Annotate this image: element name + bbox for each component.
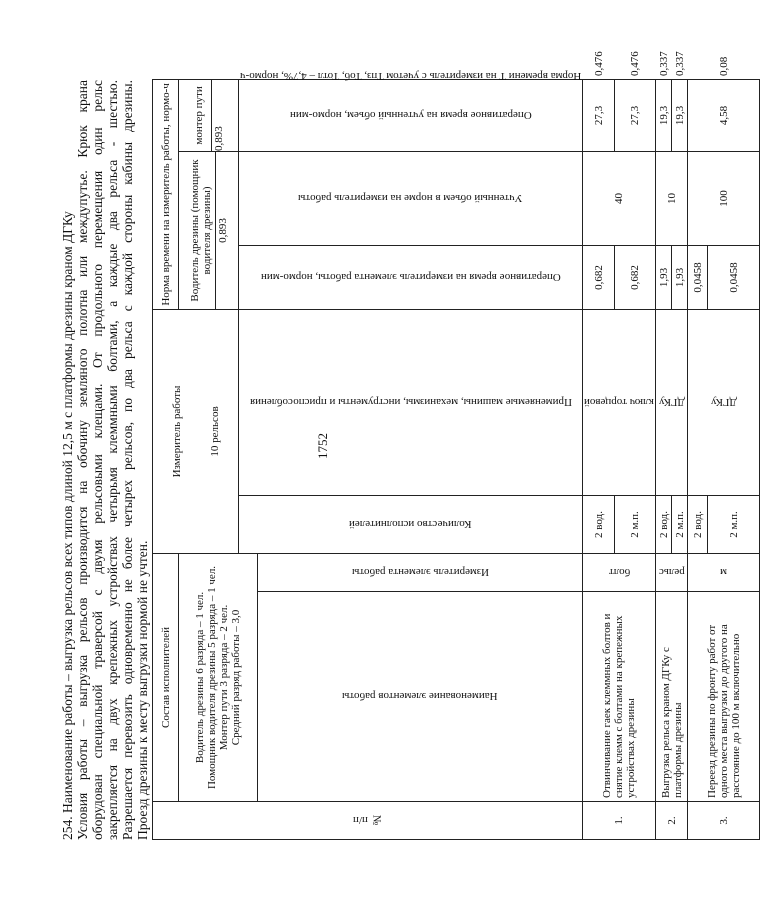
row-2-performers-track: 2 м.п. — [672, 495, 688, 553]
row-1-meter: болт — [583, 553, 656, 591]
conditions-line-1: Условия работы – выгрузка рельсов производится на обочину земляного полотна или междупутье. Крюк крана — [75, 80, 90, 840]
conditions-line-2: оборудован специальной траверсой с двумя рельсовыми клещами. От продольного перемещения один рельс — [90, 80, 105, 840]
row-3-performers-driver: 2 вод. — [688, 495, 708, 553]
row-2-performers-driver: 2 вод. — [656, 495, 672, 553]
row-3-machines: ДГКу — [688, 309, 760, 495]
conditions-line-4: Разрешается перевозить одновременно не более четырех рельсов, по два рельса с каждой стороны кабины дрезины. — [120, 80, 135, 840]
row-3-op-time-track: 0,0458 — [708, 245, 760, 309]
row-3-performers-track: 2 м.п. — [708, 495, 760, 553]
conditions-line-5: Проезд дрезины к месту выгрузки нормой не учтен. — [135, 540, 150, 840]
row-2-number: 2. — [656, 802, 688, 840]
row-2-machines: ДГКу — [656, 309, 688, 495]
row-2-meter: рельс — [656, 553, 688, 591]
page-number: 1752 — [315, 433, 330, 459]
driver-norm-value: 0,893 — [215, 152, 229, 309]
header-performers-count: Количество исполнителей — [239, 495, 583, 553]
row-1-number: 1. — [583, 802, 656, 840]
row-3-name: Переезд дрезины по фронту работ от одного места выгрузки до другого на расстояние до 100 м включительно — [688, 592, 760, 802]
work-meter-value: 10 рельсов — [208, 406, 221, 457]
row-3-op-time-driver: 0,0458 — [688, 245, 708, 309]
row-2-op-time-track: 1,93 — [672, 245, 688, 309]
row-1-volume: 40 — [583, 151, 656, 245]
row-1-op-volume-track: 27,3 — [614, 79, 655, 151]
header-element-meter: Измеритель элемента работы — [258, 553, 583, 591]
header-machines: Применяемые машины, механизмы, инструменты и приспособления — [239, 309, 583, 495]
section-title: 254. Наименование работы – выгрузка рельсов всех типов длиной 12,5 м с платформы дрезины краном ДГКу — [60, 211, 75, 840]
row-3-op-volume-driver: 4,58 — [688, 79, 760, 151]
row-2-op-time-driver: 1,93 — [656, 245, 672, 309]
row-3-meter: м — [688, 553, 760, 591]
header-track-group: монтер пути 0,893 — [179, 79, 239, 151]
header-crew-list: Водитель дрезины 6 разряда – 1 чел. Помощник водителя дрезины 5 разряда – 1 чел. Монтер пути 3 разряда – 2 чел. Средний разряд работы – 3,0 — [179, 553, 258, 801]
row-2-name: Выгрузка рельса краном ДГКу с платформы дрезины — [656, 592, 688, 802]
row-2-op-volume-driver: 19,3 — [656, 79, 672, 151]
header-work-meter: Измеритель работы 10 рельсов — [153, 309, 239, 553]
row-1-performers-driver: 2 вод. — [583, 495, 615, 553]
header-crew-title: Состав исполнителей — [153, 553, 179, 801]
row-1-machines: ключ торцевой — [583, 309, 656, 495]
header-counted-volume: Учтенный объем в норме на измеритель работы — [239, 151, 583, 245]
header-number: № п/п — [153, 802, 583, 840]
row-1-op-time-driver: 0,682 — [583, 245, 615, 309]
row-3-number: 3. — [688, 802, 760, 840]
row-2-op-volume-track: 19,3 — [672, 79, 688, 151]
row-1-performers-track: 2 м.п. — [614, 495, 655, 553]
row-2-volume: 10 — [656, 151, 688, 245]
header-op-time-volume: Оперативное время на учтенный объем, нормо-мин — [239, 79, 583, 151]
row-3-volume: 100 — [688, 151, 760, 245]
track-norm-value: 0,893 — [211, 80, 225, 151]
header-op-time-element: Оперативное время на измеритель элемента работы, нормо-мин — [239, 245, 583, 309]
row-1-name: Отвинчивание гаек клеммных болтов и снятие клемм с болтами на крепежных устройствах дрезины — [583, 592, 656, 802]
conditions-line-3: закрепляется на двух крепежных устройствах четырьмя клеммными болтами, а каждые два рельса - шестью. — [105, 80, 120, 840]
header-driver-group: Водитель дрезины (помощник водителя дрезины) 0,893 — [179, 151, 239, 309]
norms-table: № п/п Состав исполнителей Измеритель работы 10 рельсов Норма времени на измеритель работы, нормо-ч Водитель дрезины 6 разряда – 1 чел. Помощник водителя дрезины 5 разряда – 1 чел. Монтер пути 3 разряда – 2 чел. Средний разряд работы – 3,0 Водитель дрезины (помощник водителя дрезины) 0,893 монтер пути 0,893 Количество исполнителей Применяемые машины, механизмы, инструменты и приспособления Оперативное время на измеритель элемента работы, нормо-мин Учтенный объем в норме на измеритель работы Оперативное время на учтенный объем, нормо-мин Норма времени Т на измеритель с учетом Тпз, Тоб, Тотл – 4,7%, нормо-ч Наименование элементов работы Измеритель элемента работы 1. Отвинчивание гаек клеммных болтов и снятие клемм с болтами на крепежных устройствах дрезины болт 2 вод. ключ торцевой 0,682 40 27,3 0,476 2 м.п. 0,682 27,3 0,476 2. Выгрузка рельса краном ДГКу с платформы дрезины рельс 2 вод. ДГКу 1,93 10 19,3 0,337 2 м.п. 1,93 19,3 0,337 3. Переезд дрезины по фронту работ от одного места выгрузки до другого на расстояние до 100 м включительно м 2 вод. ДГКу 0,0458 100 4,58 0,08 2 м.п. 0,0458 — [152, 80, 588, 840]
rotated-document — [60, 40, 742, 880]
header-work-elements: Наименование элементов работы — [258, 592, 583, 802]
row-1-op-time-track: 0,682 — [614, 245, 655, 309]
row-1-op-volume-driver: 27,3 — [583, 79, 615, 151]
header-norm-time: Норма времени на измеритель работы, нормо-ч — [153, 79, 179, 309]
